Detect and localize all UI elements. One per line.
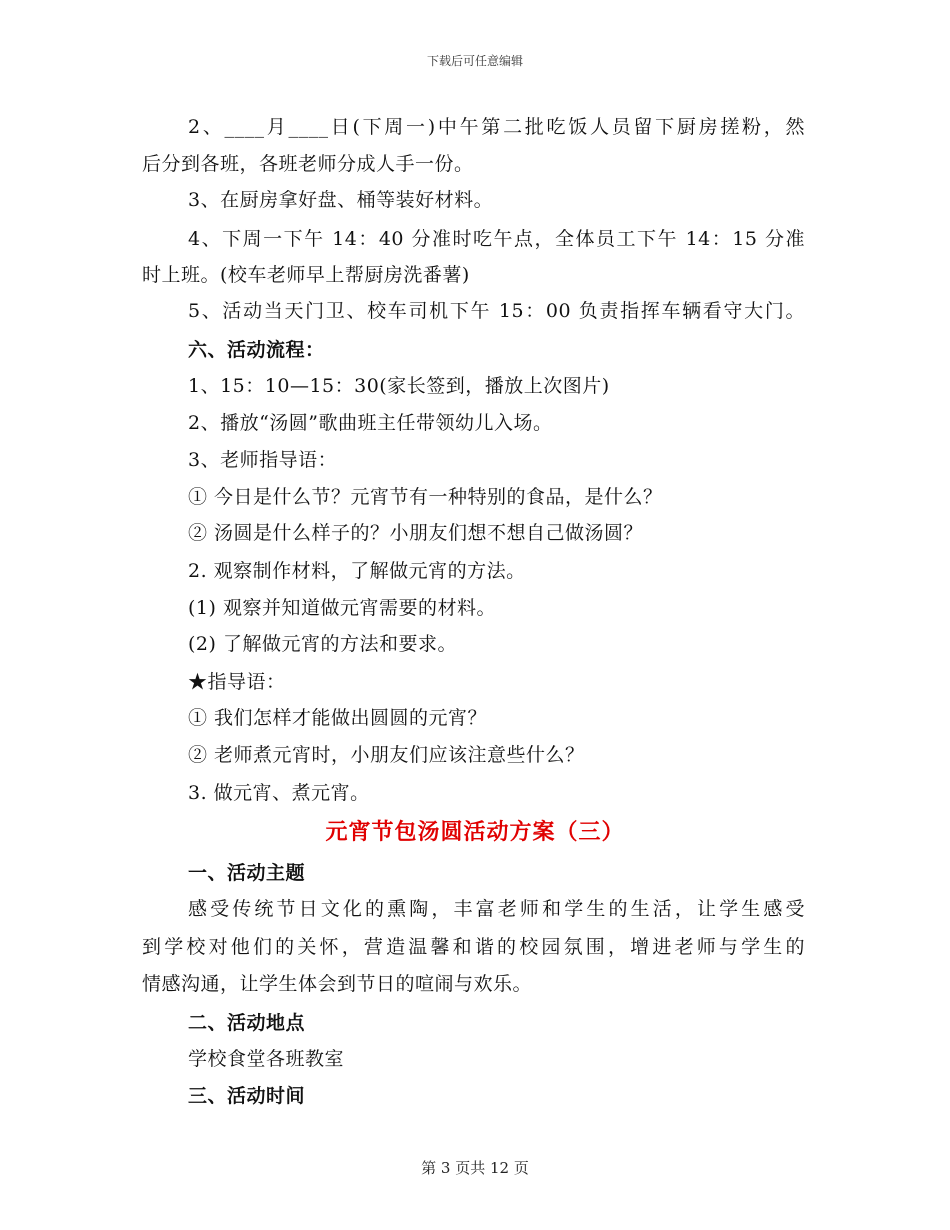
page-number-footer: 第 3 页共 12 页 [421, 1159, 529, 1177]
page-header-note: 下载后可任意编辑 [426, 54, 523, 68]
paragraph-line: 3、在厨房拿好盘、桶等装好材料。 [188, 189, 494, 211]
section-heading: 二、活动地点 [188, 1012, 306, 1034]
list-item: 1、15：10—15：30(家长签到，播放上次图片) [188, 375, 610, 397]
list-item: (1) 观察并知道做元宵需要的材料。 [188, 597, 496, 619]
document-title: 元宵节包汤圆活动方案（三） [325, 819, 625, 845]
list-item: ★指导语： [188, 671, 286, 693]
paragraph-line: 2、____月____日(下周一)中午第二批吃饭人员留下厨房搓粉，然 [188, 116, 805, 138]
list-item: 3. 做元宵、煮元宵。 [188, 782, 370, 804]
list-item: 2、播放“汤圆”歌曲班主任带领幼儿入场。 [188, 412, 553, 434]
list-item: 2. 观察制作材料，了解做元宵的方法。 [188, 560, 526, 582]
paragraph-line: 感受传统节日文化的熏陶，丰富老师和学生的生活，让学生感受 [188, 898, 805, 920]
section-heading: 一、活动主题 [188, 862, 306, 884]
list-item: ① 今日是什么节？元宵节有一种特别的食品，是什么？ [188, 486, 663, 508]
list-item: ② 汤圆是什么样子的？小朋友们想不想自己做汤圆？ [188, 522, 644, 544]
section-heading: 六、活动流程： [188, 339, 325, 361]
paragraph-line: 到学校对他们的关怀，营造温馨和谐的校园氛围，增进老师与学生的 [142, 936, 805, 958]
list-item: ① 我们怎样才能做出圆圆的元宵？ [188, 707, 488, 729]
paragraph-line: 学校食堂各班教室 [188, 1048, 345, 1070]
paragraph-line: 后分到各班，各班老师分成人手一份。 [142, 153, 474, 175]
paragraph-line: 4、下周一下午 14：40 分准时吃午点，全体员工下午 14：15 分准 [188, 228, 805, 250]
paragraph-line: 时上班。(校车老师早上帮厨房洗番薯) [142, 264, 470, 286]
list-item: 3、老师指导语： [188, 449, 338, 471]
paragraph-line: 情感沟通，让学生体会到节日的喧闹与欢乐。 [142, 973, 533, 995]
paragraph-line: 5、活动当天门卫、校车司机下午 15：00 负责指挥车辆看守大门。 [188, 300, 805, 322]
section-heading: 三、活动时间 [188, 1085, 306, 1107]
list-item: ② 老师煮元宵时，小朋友们应该注意些什么？ [188, 744, 585, 766]
list-item: (2) 了解做元宵的方法和要求。 [188, 633, 457, 655]
